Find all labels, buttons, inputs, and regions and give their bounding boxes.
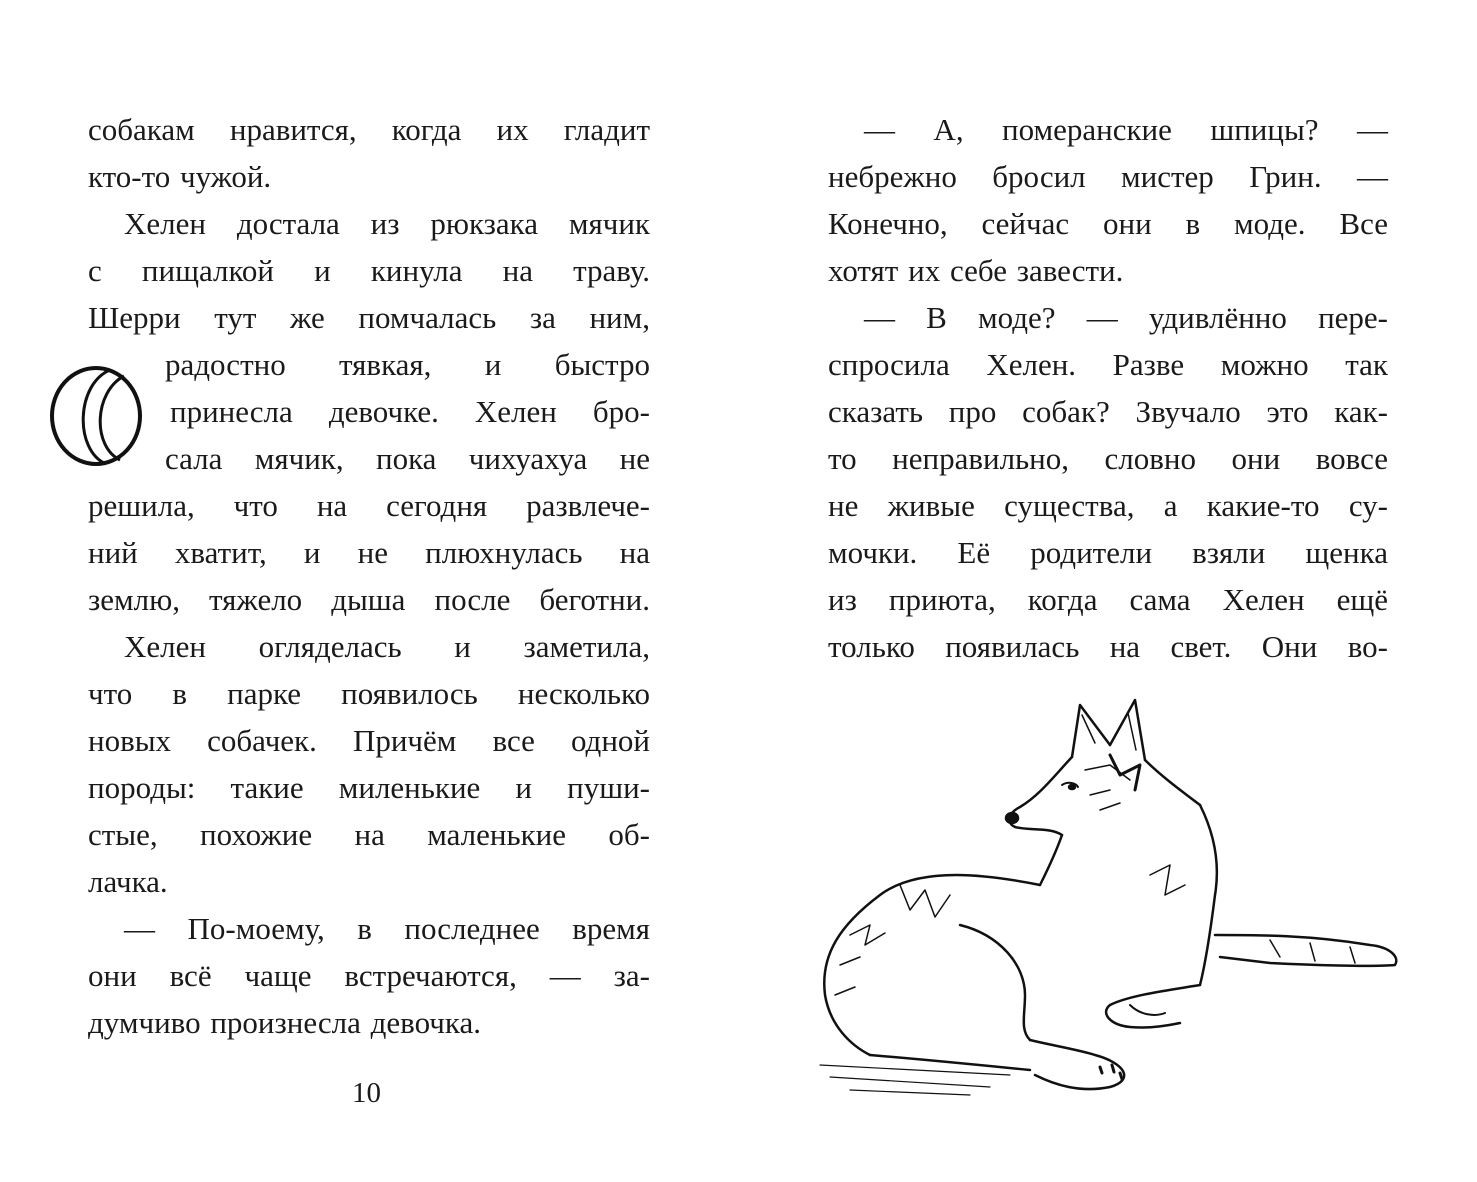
text-line: Хелен достала из рюкзака мячик [124, 206, 650, 241]
text-line: Конечно, сейчас они в моде. Все [828, 206, 1388, 241]
text-line: сказать про собак? Звучало это как- [828, 394, 1388, 429]
text-line: то неправильно, словно они вовсе [828, 441, 1388, 476]
text-line: кто-то чужой. [88, 159, 272, 194]
text-line: небрежно бросил мистер Грин. — [828, 159, 1388, 194]
husky-dog-sketch [810, 695, 1410, 1115]
text-line: из приюта, когда сама Хелен ещё [828, 582, 1388, 617]
text-line: породы: такие миленькие и пуши- [88, 770, 650, 805]
text-line: что в парке появилось несколько [88, 676, 650, 711]
right-page-text [828, 106, 1388, 670]
text-line: они всё чаще встречаются, — за- [88, 958, 650, 993]
text-line: сала мячик, пока чихуахуа не [165, 441, 650, 476]
text-line: Шерри тут же помчалась за ним, [88, 300, 650, 335]
text-line: — В моде? — удивлённо пере- [864, 300, 1388, 335]
text-line: не живые существа, а какие-то су- [828, 488, 1388, 523]
text-line: думчиво произнесла девочка. [88, 1005, 481, 1040]
text-line: радостно тявкая, и быстро [165, 347, 650, 382]
text-line: принесла девочке. Хелен бро- [170, 394, 650, 429]
text-line: только появилась на свет. Они во- [828, 629, 1388, 664]
page-number: 10 [352, 1077, 381, 1109]
left-page-text [88, 106, 650, 1046]
text-line: решила, что на сегодня развлече- [88, 488, 650, 523]
text-line: мочки. Её родители взяли щенка [828, 535, 1388, 570]
text-line: собакам нравится, когда их гладит [88, 112, 650, 147]
text-line: стые, похожие на маленькие об- [88, 817, 650, 852]
text-line: с пищалкой и кинула на траву. [88, 253, 650, 288]
text-line: лачка. [88, 864, 168, 899]
text-line: спросила Хелен. Разве можно так [828, 347, 1388, 382]
ball-icon [48, 364, 144, 468]
text-line: новых собачек. Причём все одной [88, 723, 650, 758]
text-line: Хелен огляделась и заметила, [124, 629, 650, 664]
text-line: — По-моему, в последнее время [124, 911, 650, 946]
text-line: — А, померанские шпицы? — [864, 112, 1388, 147]
text-line: землю, тяжело дыша после беготни. [88, 582, 650, 617]
text-line: ний хватит, и не плюхнулась на [88, 535, 650, 570]
text-line: хотят их себе завести. [828, 253, 1124, 288]
